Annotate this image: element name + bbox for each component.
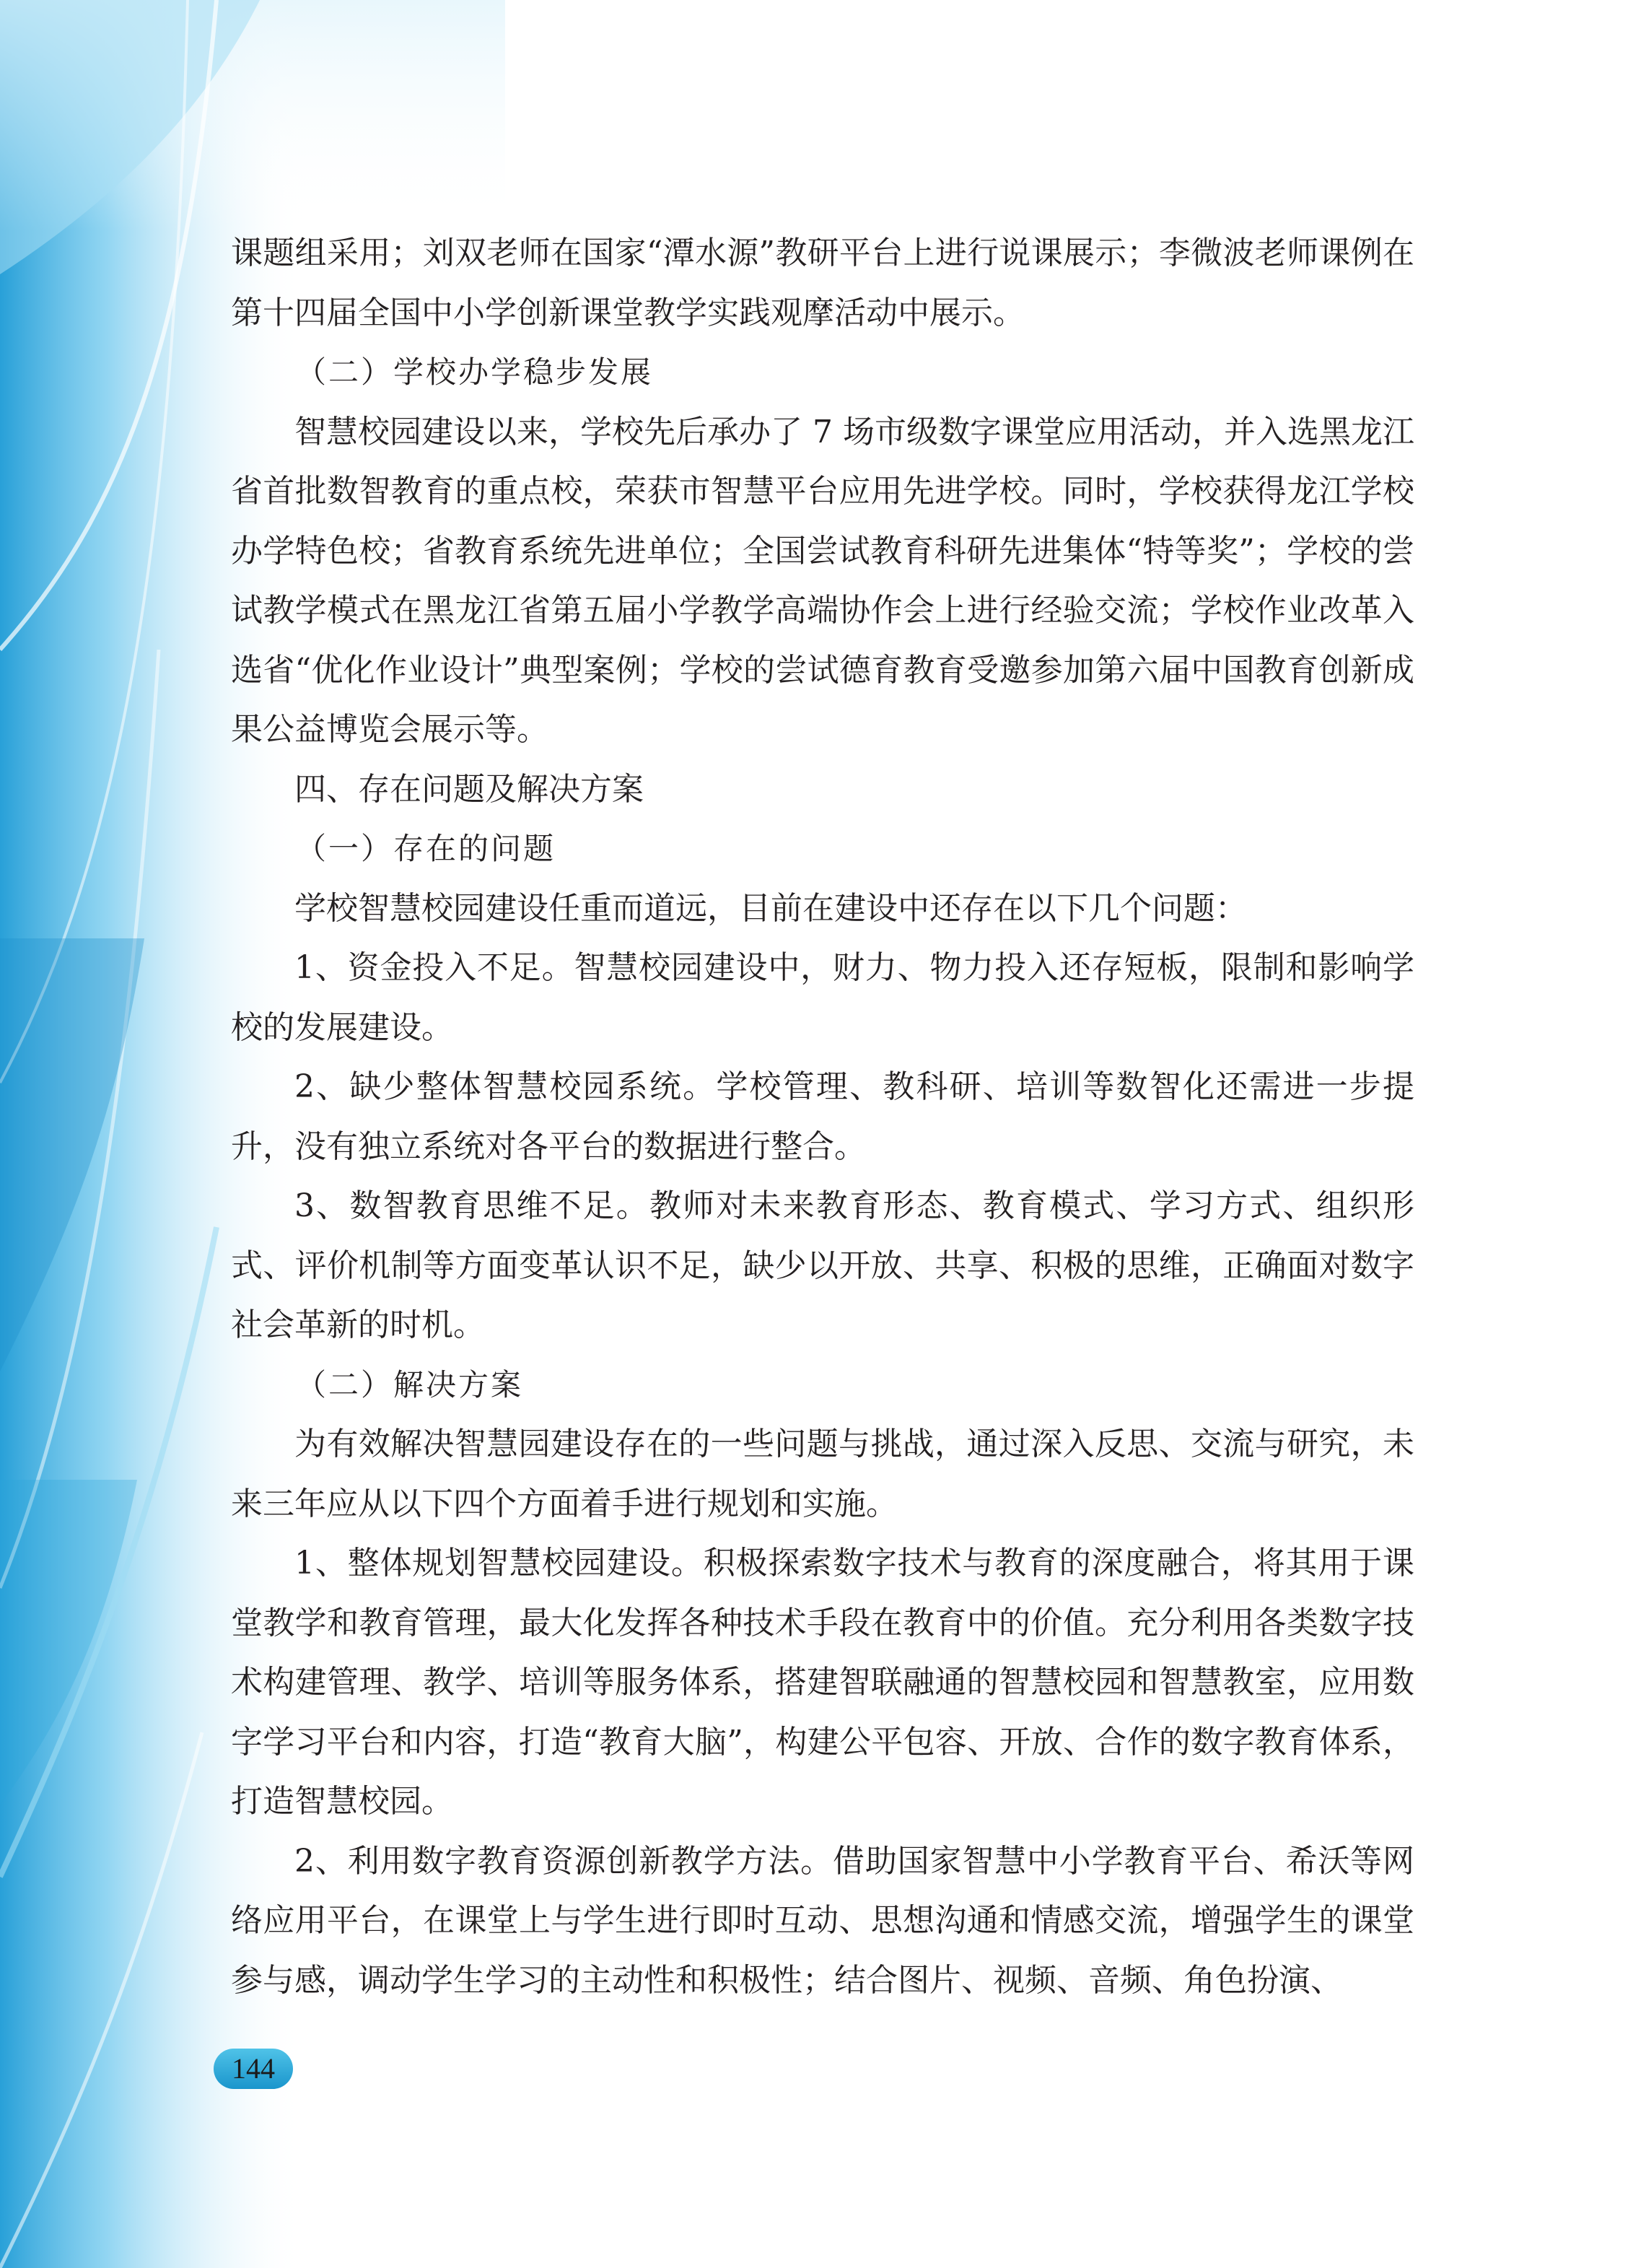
paragraph-problem-2: 2、缺少整体智慧校园系统。学校管理、教科研、培训等数智化还需进一步提升，没有独立系统对各平台的数据进行整合。 <box>231 1068 1414 1165</box>
paragraph-school-achievements: 智慧校园建设以来，学校先后承办了 7 场市级数字课堂应用活动，并入选黑龙江省首批数智教育的重点校，荣获市智慧平台应用先进学校。同时，学校获得龙江学校办学特色校；省教育系统先进单位；全国尝试教育科研先进集体“特等奖”；学校的尝试教学模式在黑龙江省第五届小学教学高端协作会上进行经验交流；学校作业改革入选省“优化作业设计”典型案例；学校的尝试德育教育受邀参加第六届中国教育创新成果公益博览会展示等。 <box>231 413 1414 748</box>
page-number-badge: 144 <box>214 2049 293 2089</box>
subheading-solutions: （二）解决方案 <box>296 1366 524 1403</box>
paragraph-solutions-intro: 为有效解决智慧园建设存在的一些问题与挑战，通过深入反思、交流与研究，未来三年应从以下四个方面着手进行规划和实施。 <box>231 1426 1414 1522</box>
paragraph-solution-2: 2、利用数字教育资源创新教学方法。借助国家智慧中小学教育平台、希沃等网络应用平台，在课堂上与学生进行即时互动、思想沟通和情感交流，增强学生的课堂参与感，调动学生学习的主动性和积极性；结合图片、视频、音频、角色扮演、 <box>231 1842 1414 1999</box>
paragraph-solution-1: 1、整体规划智慧校园建设。积极探索数字技术与教育的深度融合，将其用于课堂教学和教育管理，最大化发挥各种技术手段在教育中的价值。充分利用各类数字技术构建管理、教学、培训等服务体系，搭建智联融通的智慧校园和智慧教室，应用数字学习平台和内容，打造“教育大脑”，构建公平包容、开放、合作的数字教育体系，打造智慧校园。 <box>231 1545 1414 1820</box>
page-body <box>231 224 1414 2010</box>
subheading-existing-problems: （一）存在的问题 <box>296 831 556 866</box>
subheading-school-development: （二）学校办学稳步发展 <box>296 354 654 390</box>
paragraph-problems-intro: 学校智慧校园建设任重而道远，目前在建设中还存在以下几个问题： <box>294 889 1247 927</box>
paragraph-continued: 课题组采用；刘双老师在国家“潭水源”教研平台上进行说课展示；李微波老师课例在第十四届全国中小学创新课堂教学实践观摩活动中展示。 <box>231 235 1414 331</box>
paragraph-problem-3: 3、数智教育思维不足。教师对未来教育形态、教育模式、学习方式、组织形式、评价机制等方面变革认识不足，缺少以开放、共享、积极的思维，正确面对数字社会革新的时机。 <box>231 1187 1414 1343</box>
paragraph-problem-1: 1、资金投入不足。智慧校园建设中，财力、物力投入还存短板，限制和影响学校的发展建设。 <box>231 949 1414 1046</box>
section-heading-problems-solutions: 四、存在问题及解决方案 <box>294 770 644 808</box>
